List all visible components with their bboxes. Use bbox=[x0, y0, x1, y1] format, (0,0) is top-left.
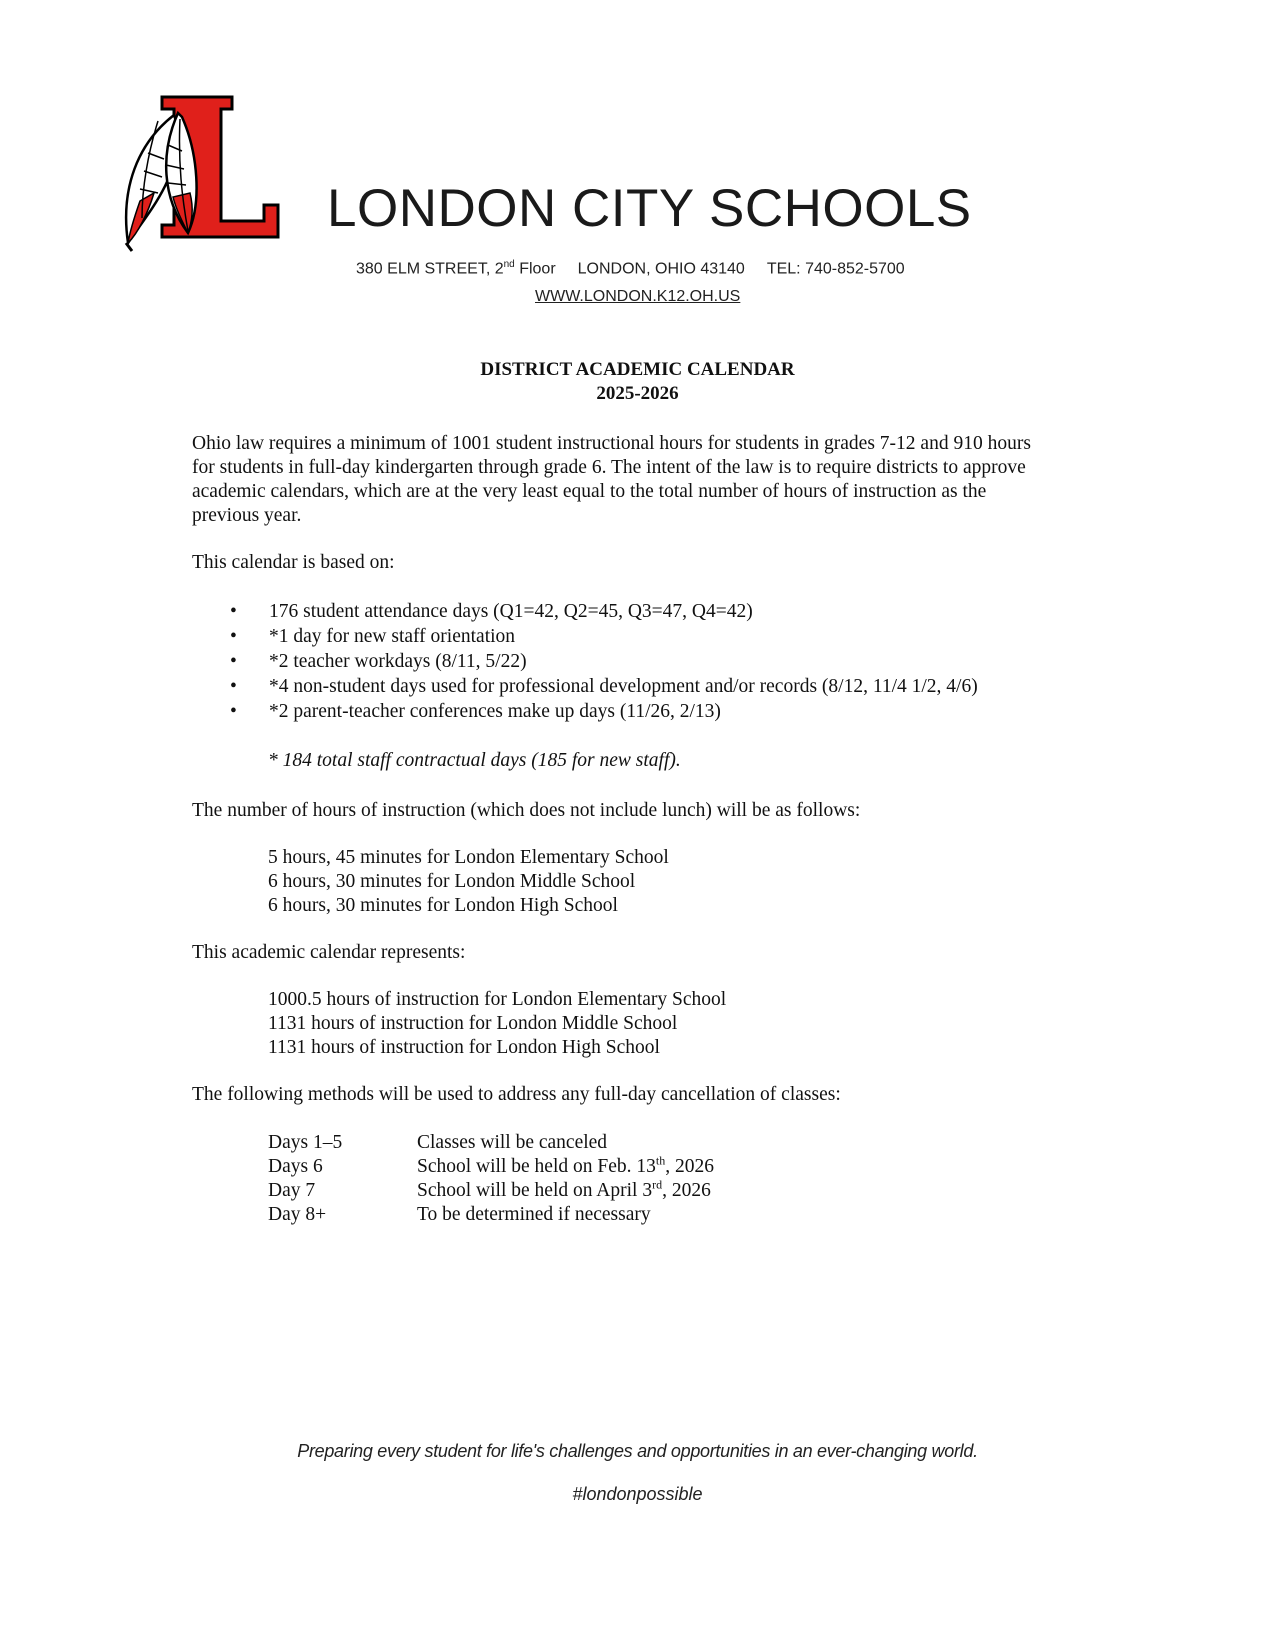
intro-paragraph bbox=[192, 432, 1092, 528]
method-cell: School will be held on April 3rd, 2026 bbox=[417, 1177, 711, 1201]
title-line-2: 2025-2026 bbox=[596, 383, 679, 404]
list-item: 6 hours, 30 minutes for London High School bbox=[268, 895, 618, 916]
list-item: 6 hours, 30 minutes for London Middle School bbox=[268, 871, 636, 892]
bullet-icon: • bbox=[230, 601, 237, 622]
list-item: • 176 student attendance days (Q1=42, Q2=45, Q3=47, Q4=42) bbox=[230, 601, 753, 622]
based-on-heading: This calendar is based on: bbox=[192, 552, 395, 573]
table-row bbox=[268, 1155, 714, 1179]
street-address: 380 ELM STREET, 2 bbox=[356, 260, 504, 278]
bullet-icon: • bbox=[230, 626, 237, 647]
hours-heading: The number of hours of instruction (which does not include lunch) will be as follows: bbox=[192, 800, 861, 821]
list-item: 5 hours, 45 minutes for London Elementary School bbox=[268, 847, 669, 868]
floor-suffix: nd bbox=[503, 259, 515, 270]
table-row bbox=[268, 1179, 714, 1203]
day-cell: Day 7 bbox=[268, 1180, 316, 1201]
hours-list bbox=[268, 846, 669, 918]
intro-line-1: Ohio law requires a minimum of 1001 student instructional hours for students in grades 7-12 and 910 hours bbox=[192, 433, 1031, 454]
bullet-icon: • bbox=[230, 651, 237, 672]
based-on-list bbox=[192, 599, 1092, 724]
list-item: • *1 day for new staff orientation bbox=[230, 626, 516, 647]
school-name: LONDON CITY SCHOOLS bbox=[327, 179, 972, 238]
title-line-1: DISTRICT ACADEMIC CALENDAR bbox=[480, 359, 795, 380]
bullet-icon: • bbox=[230, 701, 237, 722]
city-state-zip: LONDON, OHIO 43140 bbox=[577, 260, 745, 278]
day-cell: Days 1–5 bbox=[268, 1132, 343, 1153]
day-cell: Days 6 bbox=[268, 1156, 323, 1177]
district-logo bbox=[118, 93, 288, 263]
telephone: TEL: 740-852-5700 bbox=[766, 260, 905, 278]
website-link[interactable]: WWW.LONDON.K12.OH.US bbox=[535, 288, 741, 305]
intro-line-2: for students in full-day kindergarten through grade 6. The intent of the law is to require districts to approve bbox=[192, 457, 1026, 478]
table-row bbox=[268, 1131, 714, 1155]
list-item: • *2 teacher workdays (8/11, 5/22) bbox=[230, 651, 527, 672]
intro-line-4: previous year. bbox=[192, 505, 302, 526]
list-item: • *2 parent-teacher conferences make up days (11/26, 2/13) bbox=[230, 701, 721, 722]
logo-feather-l-icon bbox=[118, 93, 288, 263]
table-row bbox=[268, 1203, 714, 1227]
intro-line-3: academic calendars, which are at the very least equal to the total number of hours of instruction as the bbox=[192, 481, 987, 502]
represents-heading: This academic calendar represents: bbox=[192, 942, 466, 963]
footer-motto: Preparing every student for life's challenges and opportunities in an ever-changing world. bbox=[297, 1441, 978, 1461]
cancellation-methods-table bbox=[268, 1131, 714, 1227]
total-days-note: * 184 total staff contractual days (185 for new staff). bbox=[268, 750, 681, 771]
day-cell: Day 8+ bbox=[268, 1204, 327, 1225]
footer-hashtag: #londonpossible bbox=[572, 1484, 703, 1504]
address-line bbox=[356, 259, 905, 278]
floor-label: Floor bbox=[514, 260, 556, 278]
page-title bbox=[0, 358, 1275, 406]
methods-heading: The following methods will be used to address any full-day cancellation of classes: bbox=[192, 1084, 841, 1105]
list-item: 1000.5 hours of instruction for London Elementary School bbox=[268, 989, 727, 1010]
list-item: 1131 hours of instruction for London High School bbox=[268, 1037, 660, 1058]
represents-list bbox=[268, 988, 726, 1060]
list-item: • *4 non-student days used for professional development and/or records (8/12, 11/4 1/2, 4/6) bbox=[230, 676, 978, 697]
method-cell: Classes will be canceled bbox=[417, 1132, 608, 1153]
bullet-icon: • bbox=[230, 676, 237, 697]
method-cell: School will be held on Feb. 13th, 2026 bbox=[417, 1153, 714, 1177]
list-item: 1131 hours of instruction for London Middle School bbox=[268, 1013, 678, 1034]
method-cell: To be determined if necessary bbox=[417, 1204, 651, 1225]
